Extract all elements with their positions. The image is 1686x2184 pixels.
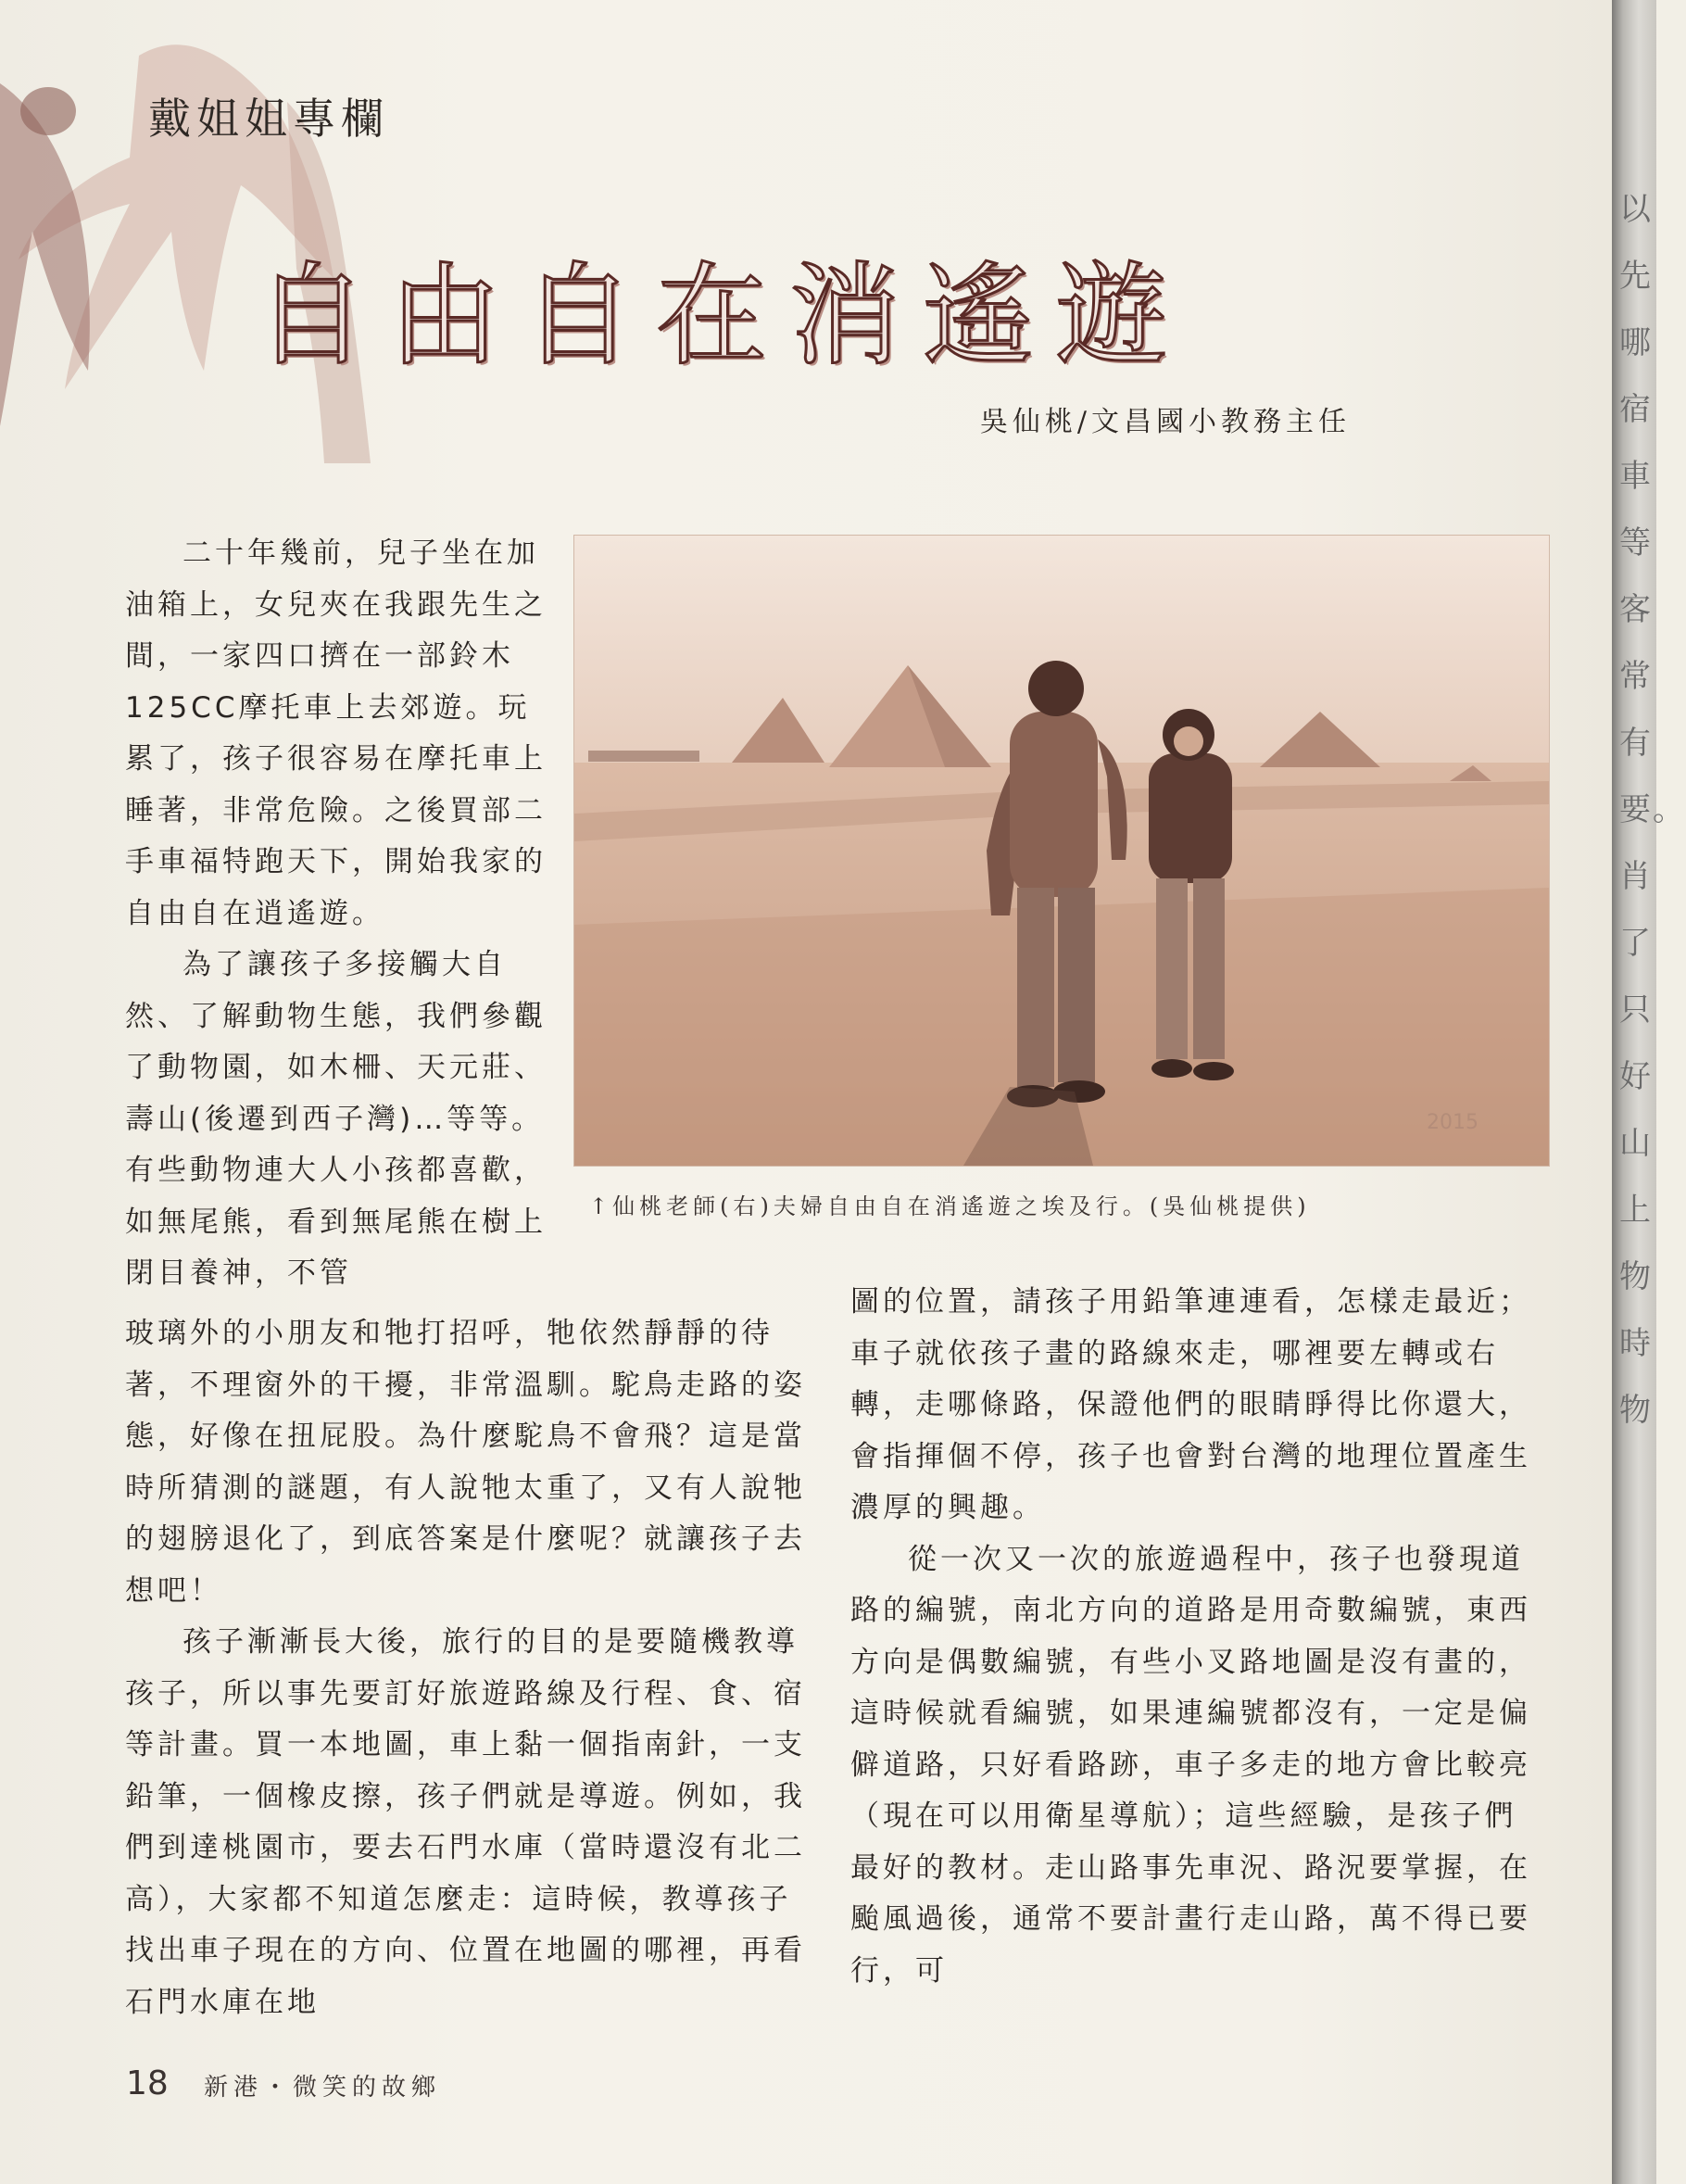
paragraph-2: 為了讓孩子多接觸大自然、了解動物生態，我們參觀了動物園，如木柵、天元莊、壽山(後遷到西子灣)…等等。有些動物連大人小孩都喜歡，如無尾熊，看到無尾熊在樹上閉目養神，不管 <box>125 948 547 1290</box>
paragraph-3: 孩子漸漸長大後，旅行的目的是要隨機教導孩子，所以事先要訂好旅遊路線及行程、食、宿等計畫。買一本地圖，車上黏一個指南針，一支鉛筆，一個橡皮擦，孩子們就是導遊。例如，我們到達桃園市，要去石門水庫（當時還沒有北二高），大家都不知道怎麼走：這時候，教導孩子找出車子現在的方向、位置在地圖的哪裡，再看石門水庫在地 <box>125 1625 806 2019</box>
paragraph-4: 從一次又一次的旅遊過程中，孩子也發現道路的編號，南北方向的道路是用奇數編號，東西方向是偶數編號，有些小叉路地圖是沒有畫的，這時候就看編號，如果連編號都沒有，一定是偏僻道路，只好看路跡，車子多走的地方會比較亮（現在可以用衛星導航）；這些經驗，是孩子們最好的教材。走山路事先車況、路況要掌握，在颱風過後，通常不要計畫行走山路，萬不得已要行，可 <box>850 1542 1531 1988</box>
page-number: 18 <box>126 2064 169 2102</box>
next-page-edge-text: 以先哪宿車等客常有要。肖了只好山上物時物 <box>1619 191 1686 1429</box>
article-title: 自由自在消遙遊 <box>256 252 1189 381</box>
paragraph-1: 二十年幾前，兒子坐在加油箱上，女兒夾在我跟先生之間，一家四口擠在一部鈴木125CC摩托車上去郊遊。玩累了，孩子很容易在摩托車上睡著，非常危險。之後買部二手車福特跑天下，開始我家的自由自在逍遙遊。 <box>125 537 547 930</box>
next-page-edge <box>1612 0 1686 2184</box>
photo-watermark: 2015 <box>1427 1111 1478 1134</box>
author-byline: 吳仙桃/文昌國小教務主任 <box>979 406 1351 438</box>
photo-image <box>574 536 1549 1166</box>
photo-caption: ↑仙桃老師(右)夫婦自由自在消遙遊之埃及行。(吳仙桃提供) <box>589 1193 1311 1219</box>
publication-title: 新港・微笑的故鄉 <box>204 2074 442 2102</box>
paragraph-3-continued: 圖的位置，請孩子用鉛筆連連看，怎樣走最近；車子就依孩子畫的路線來走，哪裡要左轉或右轉，走哪條路，保證他們的眼睛睜得比你還大，會指揮個不停，孩子也會對台灣的地理位置產生濃厚的興趣。 <box>850 1285 1531 1524</box>
text-column-right <box>850 1277 1531 1997</box>
text-column-left-lower <box>125 1308 806 2028</box>
paragraph-2-continued: 玻璃外的小朋友和牠打招呼，牠依然靜靜的待著，不理窗外的干擾，非常溫馴。駝鳥走路的姿態，好像在扭屁股。為什麼駝鳥不會飛？這是當時所猜測的謎題，有人說牠太重了，又有人說牠的翅膀退化了，到底答案是什麼呢？就讓孩子去想吧！ <box>125 1317 806 1608</box>
text-column-left-upper <box>125 528 551 1300</box>
column-label: 戴姐姐專欄 <box>148 94 389 144</box>
photo-pyramids <box>574 536 1549 1166</box>
